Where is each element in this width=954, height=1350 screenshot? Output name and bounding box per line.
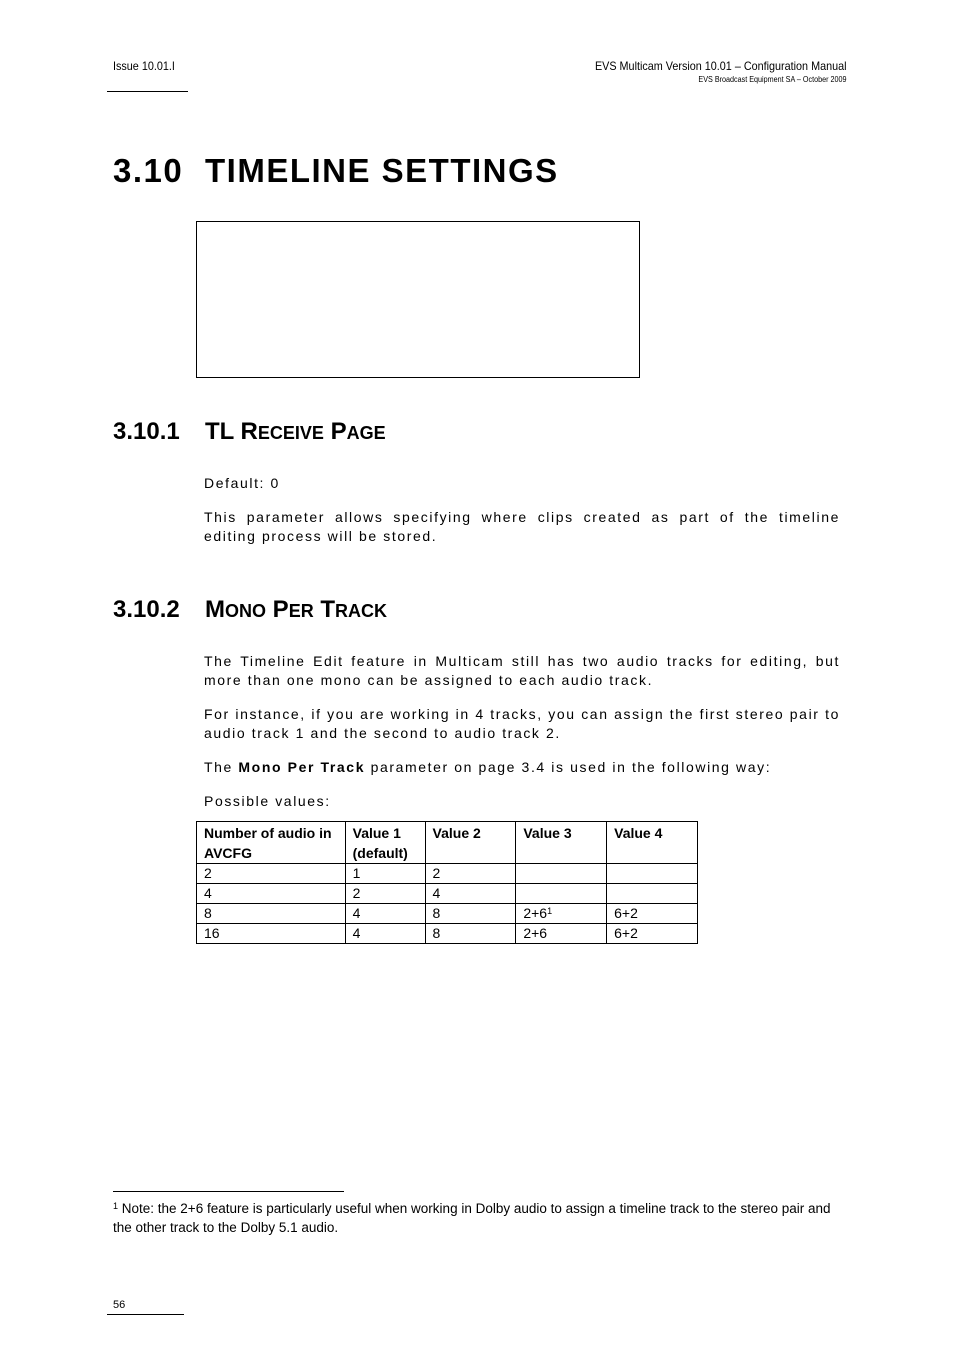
subsection-number: 3.10.1	[113, 418, 180, 445]
table-cell	[516, 864, 607, 884]
table-header-cell: Value 1 (default)	[345, 822, 425, 864]
subsection-title-part: RACK	[335, 601, 388, 621]
footnote-divider	[113, 1191, 344, 1192]
subsection-heading-tl-receive-page	[113, 418, 386, 446]
footnote-marker: 1	[113, 1201, 119, 1211]
mono-para-3	[204, 758, 840, 777]
table-cell: 4	[345, 904, 425, 924]
table-cell: 16	[197, 924, 346, 944]
subsection-title-part: AGE	[346, 423, 386, 443]
section-heading	[113, 152, 559, 190]
header-divider	[107, 91, 188, 92]
table-cell	[516, 904, 607, 924]
mono-para-1: The Timeline Edit feature in Multicam still has two audio tracks for editing, but more than one mono can be assigned to each audio track.	[204, 653, 840, 688]
mono-per-track-values-table	[196, 821, 698, 944]
subsection-heading-mono-per-track	[113, 596, 387, 624]
subsection-title-part: ER	[288, 601, 314, 621]
page-number-rule	[107, 1314, 184, 1315]
footnote-reference[interactable]: 1	[547, 906, 553, 916]
table-row	[197, 924, 698, 944]
parameter-name: Mono Per Track	[238, 759, 366, 775]
header-manual-title: EVS Multicam Version 10.01 – Configuration Manual	[594, 59, 846, 73]
table-row	[197, 904, 698, 924]
para-text: parameter on page 3.4 is used in the following way:	[365, 759, 772, 775]
table-cell	[607, 884, 698, 904]
table-cell: 2	[197, 864, 346, 884]
subsection-title-part: M	[205, 596, 225, 623]
table-cell: 4	[197, 884, 346, 904]
table-cell: 8	[425, 924, 516, 944]
table-cell: 2	[345, 884, 425, 904]
table-cell: 6+2	[607, 924, 698, 944]
header-issue: Issue 10.01.I	[113, 59, 175, 73]
table-cell: 8	[425, 904, 516, 924]
footnote-text: Note: the 2+6 feature is particularly useful when working in Dolby audio to assign a timeline track to the stereo pair and the other track to the Dolby 5.1 audio.	[113, 1201, 831, 1235]
tl-receive-description: This parameter allows specifying where clips created as part of the timeline editing process will be stored.	[204, 509, 840, 544]
table-cell: 8	[197, 904, 346, 924]
subsection-title-part: P	[266, 596, 289, 623]
table-cell: 4	[425, 884, 516, 904]
table-header-cell: Value 3	[516, 822, 607, 864]
table-row	[197, 864, 698, 884]
table-cell: 1	[345, 864, 425, 884]
default-value-text: Default: 0	[204, 475, 280, 491]
possible-values-label: Possible values:	[204, 793, 331, 809]
page-number: 56	[113, 1299, 126, 1311]
header-right	[567, 59, 847, 84]
table-header-cell: Number of audio in AVCFG	[197, 822, 346, 864]
screenshot-placeholder-frame	[196, 221, 640, 378]
subsection-title-part: T	[313, 596, 336, 623]
subsection-title-part: P	[323, 418, 347, 445]
table-row	[197, 884, 698, 904]
para-text: The	[204, 759, 239, 775]
table-header-cell: Value 4	[607, 822, 698, 864]
section-number: 3.10	[113, 152, 184, 189]
table-cell: 2	[425, 864, 516, 884]
cell-text: 2+6	[523, 905, 548, 921]
footnote	[113, 1199, 843, 1237]
mono-para-2: For instance, if you are working in 4 tracks, you can assign the first stereo pair to audio track 1 and the second to audio track 2.	[204, 706, 840, 741]
table-cell	[607, 864, 698, 884]
table-cell: 6+2	[607, 904, 698, 924]
subsection-title-part: ONO	[225, 601, 267, 621]
table-header-row	[197, 822, 698, 864]
table-cell: 4	[345, 924, 425, 944]
header-company-date: EVS Broadcast Equipment SA – October 2009	[697, 75, 846, 84]
table-cell	[516, 884, 607, 904]
table-cell: 2+6	[516, 924, 607, 944]
subsection-title-part: TL R	[205, 418, 258, 445]
subsection-number: 3.10.2	[113, 596, 180, 623]
section-title: TIMELINE SETTINGS	[205, 152, 559, 189]
subsection-title-part: ECEIVE	[257, 423, 324, 443]
table-header-cell: Value 2	[425, 822, 516, 864]
